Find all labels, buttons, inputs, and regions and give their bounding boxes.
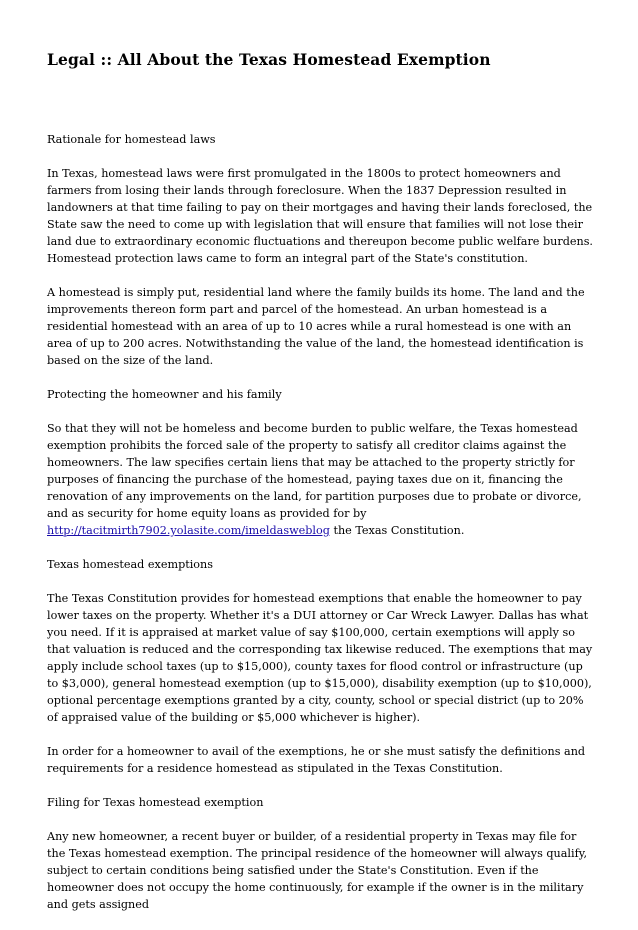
paragraph-protection-tail: the Texas Constitution. [329,524,465,537]
section-heading-filing: Filing for Texas homestead exemption [47,796,264,809]
paragraph-requirements: In order for a homeowner to avail of the exemptions, he or she must satisfy the definitions and requirements for a residence homestead as stipulated in the Texas Constitution. [47,745,586,775]
document-body [47,131,595,930]
paragraph-definition: A homestead is simply put, residential land where the family builds its home. The land and the improvements thereon form part and parcel of the homestead. An urban homestead is a residential homestead with an area of up to 10 acres while a rural homestead is one with an area of up to 200 acres. Notwithstanding the value of the land, the homestead identification is based on the size of the land. [47,286,585,367]
imeldasweblog-link[interactable]: http://tacitmirth7902.yolasite.com/imeldasweblog [47,524,330,537]
paragraph-filing: Any new homeowner, a recent buyer or builder, of a residential property in Texas may file for the Texas homestead exemption. The principal residence of the homeowner will always qualify, subject to certain conditions being satisfied under the State's Constitution. Even if the homeowner does not occupy the home continuously, for example if the owner is in the military and gets assigned [47,830,588,911]
paragraph-protection-text: So that they will not be homeless and become burden to public welfare, the Texas homestead exemption prohibits the forced sale of the property to satisfy all creditor claims against the homeowners. The law specifies certain liens that may be attached to the property strictly for purposes of financing the purchase of the homestead, paying taxes due on it, financing the renovation of any improvements on the land, for partition purposes due to probate or divorce, and as security for home equity loans as provided for by [47,422,582,520]
section-heading-exemptions: Texas homestead exemptions [47,558,213,571]
section-heading-rationale: Rationale for homestead laws [47,133,216,146]
paragraph-protection [47,420,595,539]
document-title: Legal :: All About the Texas Homestead Exemption [47,50,491,69]
section-heading-protecting: Protecting the homeowner and his family [47,388,282,401]
paragraph-exemptions: The Texas Constitution provides for homestead exemptions that enable the homeowner to pay lower taxes on the property. Whether it's a DUI attorney or Car Wreck Lawyer. Dallas has what you need. If it is appraised at market value of say $100,000, certain exemptions will apply so that valuation is reduced and the corresponding tax likewise reduced. The exemptions that may apply include school taxes (up to $15,000), county taxes for flood control or infrastructure (up to $3,000), general homestead exemption (up to $15,000), disability exemption (up to $10,000), optional percentage exemptions granted by a city, county, school or special district (up to 20% of appraised value of the building or $5,000 whichever is higher). [47,592,593,724]
paragraph-history: In Texas, homestead laws were first promulgated in the 1800s to protect homeowners and farmers from losing their lands through foreclosure. When the 1837 Depression resulted in landowners at that time failing to pay on their mortgages and having their lands foreclosed, the State saw the need to come up with legislation that will ensure that families will not lose their land due to extraordinary economic fluctuations and thereupon become public welfare burdens. Homestead protection laws came to form an integral part of the State's constitution. [47,167,593,265]
